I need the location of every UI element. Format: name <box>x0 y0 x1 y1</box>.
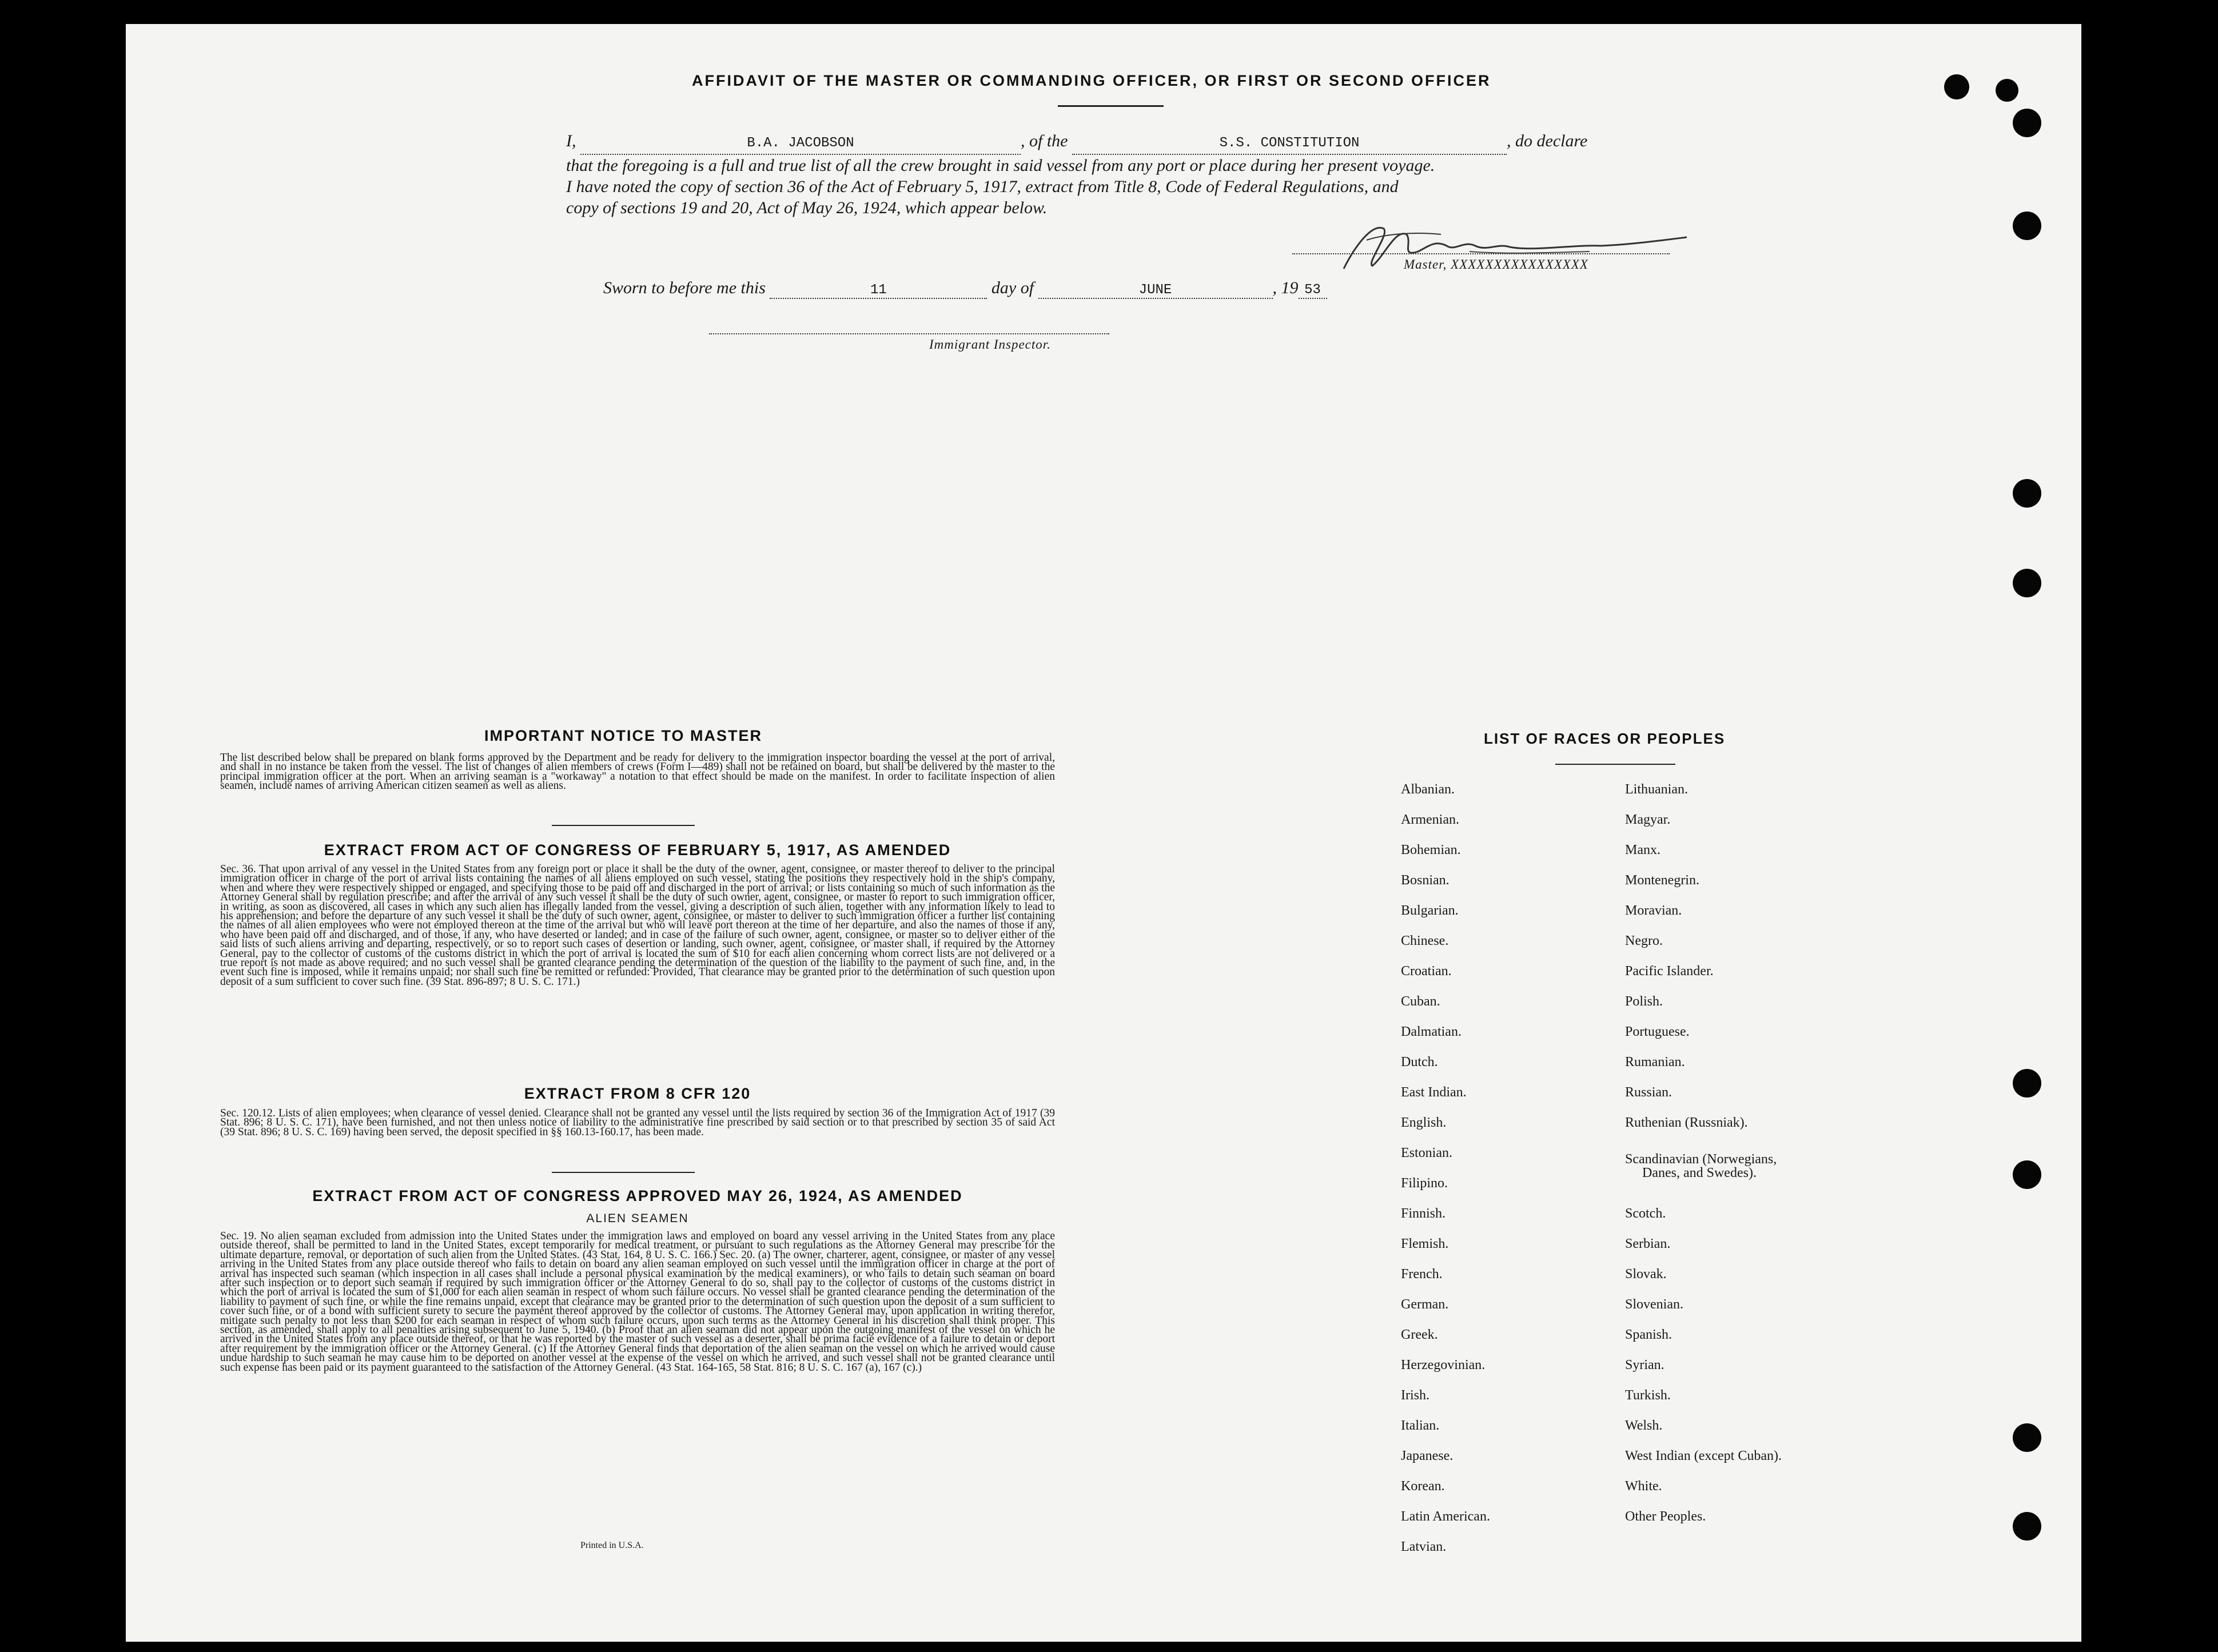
binder-hole <box>2013 1423 2041 1452</box>
races-title: LIST OF RACES OR PEOPLES <box>1484 730 1726 747</box>
binder-hole <box>1996 79 2018 102</box>
affidavit-title: AFFIDAVIT OF THE MASTER OR COMMANDING OFFICER, OR FIRST OR SECOND OFFICER <box>692 72 1491 89</box>
race-item: Turkish. <box>1625 1388 1671 1403</box>
extract-1924-title: EXTRACT FROM ACT OF CONGRESS APPROVED MAY 26, 1924, AS AMENDED <box>312 1187 963 1204</box>
cfr-rule <box>552 1172 695 1173</box>
declaration-text <box>566 130 1652 218</box>
race-item: West Indian (except Cuban). <box>1625 1449 1782 1463</box>
race-item: Negro. <box>1625 933 1663 948</box>
race-item: Magyar. <box>1625 812 1671 827</box>
declaration-line-4: copy of sections 19 and 20, Act of May 26, 1924, which appear below. <box>566 198 1048 217</box>
race-item: Latin American. <box>1401 1509 1490 1524</box>
race-item: Scotch. <box>1625 1206 1666 1221</box>
declaration-line-1: I, B.A. JACOBSON , of the S.S. CONSTITUTION , do declare <box>566 130 1652 155</box>
race-item: Cuban. <box>1401 994 1440 1009</box>
extract-1924-text: Sec. 19. No alien seaman excluded from admission into the United States under the immigration laws and employed on board any vessel arriving in the United States from any place outside thereof, shall be permitted to land in the United States, except temporarily for medical treatment, or pursuant to such regulations as the Attorney General may prescribe for the ultimate departure, removal, or deportation of such alien from the United States. (43 Stat. 164, 8 U. S. C. 166.) Sec. 20. (a) The owner, charterer, agent, consignee, or master of any vessel arriving in the United States from any place outside thereof who fails to detain on board any alien seaman employed on such vessel until the immigration officer in charge at the port of arrival has inspected such seaman (which inspection in all cases shall include a personal physical examination by the medical examiners), or who fails to detain such seaman on board after such inspection or to deport such seaman if required by such immigration officer or the Attorney General to do so, shall pay to the collector of customs of the customs district in which the port of arrival is located the sum of $1,000 for each alien seaman in respect of whom such failure occurs. No vessel shall be granted clearance pending the determination of the liability to payment of such fine, or while the fine remains unpaid, except that clearance may be granted prior to the determination of such question upon the deposit of a sum sufficient to cover such fine, or of a bond with sufficient surety to secure the payment thereof approved by the collector of customs. The Attorney General may, upon application in writing therefor, mitigate such penalty to not less than $200 for each seaman in respect of whom such failure occurs, upon such terms as the Attorney General in his discretion shall think proper. This section, as amended, shall apply to all penalties arising subsequent to June 5, 1940. (b) Proof that an alien seaman did not appear upon the outgoing manifest of the vessel on which he arrived in the United States from any place outside thereof, or that he was reported by the master of such vessel as a deserter, shall be prima facie evidence of a failure to detain or deport after requirement by the immigration officer or the Attorney General. (c) If the Attorney General finds that deportation of the alien seaman on the vessel on which he arrived would cause undue hardship to such seaman he may cause him to be deported on another vessel at the expense of the vessel on which he arrived, and such vessel shall not be granted clearance until such expense has been paid or its payment guaranteed to the satisfaction of the Attorney General. (43 Stat. 164-165, 58 Stat. 816; 8 U. S. C. 167 (a), 167 (c).) <box>220 1230 1055 1374</box>
race-item: Welsh. <box>1625 1418 1663 1433</box>
race-item: Moravian. <box>1625 903 1682 918</box>
declaration-line-3: I have noted the copy of section 36 of the Act of February 5, 1917, extract from Title 8, Code of Federal Regulations, and <box>566 177 1399 196</box>
extract-1917-title: EXTRACT FROM ACT OF CONGRESS OF FEBRUARY 5, 1917, AS AMENDED <box>324 841 951 859</box>
race-item: Dalmatian. <box>1401 1024 1462 1039</box>
race-item: Portuguese. <box>1625 1024 1690 1039</box>
race-item: French. <box>1401 1267 1443 1282</box>
binder-hole <box>2013 1069 2041 1098</box>
race-item: Latvian. <box>1401 1539 1447 1554</box>
race-item: Albanian. <box>1401 782 1455 797</box>
ship-name-field: S.S. CONSTITUTION <box>1072 133 1507 155</box>
race-item: Other Peoples. <box>1625 1509 1706 1524</box>
race-item: White. <box>1625 1479 1662 1494</box>
binder-hole <box>2013 1160 2041 1189</box>
race-item: Irish. <box>1401 1388 1429 1403</box>
races-column-2 <box>1625 781 1782 1538</box>
race-item: Scandinavian (Norwegians, <box>1625 1152 1777 1167</box>
extract-1917-text: Sec. 36. That upon arrival of any vessel in the United States from any foreign port or place it shall be the duty of the owner, agent, consignee, or master thereof to deliver to the principal immigration officer in charge of the port of arrival lists containing the names of all aliens employed on such vessel, stating the positions they respectively hold in the ship's company, when and where they were respectively shipped or engaged, and specifying those to be paid off and discharged in the port of arrival; or lists containing so much of such information as the Attorney General shall by regulation prescribe; and after the arrival of any such vessel it shall be the duty of such owner, agent, consignee, or master to report to such immigration officer, in writing, as soon as discovered, all cases in which any such alien has illegally landed from the vessel, giving a description of such alien, together with any information likely to lead to his apprehension; and before the departure of any such vessel it shall be the duty of such owner, agent, consignee, or master to deliver to such immigration officer a further list containing the names of all alien employees who were not employed thereon at the time of the arrival but who will leave port thereon at the time of her departure, and also the names of those if any, who have been paid off and discharged, and of those, if any, who have deserted or landed; and in case of the failure of such owner, agent, consignee, or master so to deliver either of the said lists of such aliens arriving and departing, respectively, or so to report such cases of desertion or landing, such owner, agent, consignee, or master shall, if required by the Attorney General, pay to the collector of customs of the customs district in which the port of arrival is located the sum of $10 for each alien concerning whom correct lists are not delivered or a true report is not made as above required; and no such vessel shall be granted clearance pending the determination of the question of the liability to the payment of such fine, and, in the event such fine is imposed, while it remains unpaid; nor shall such fine be remitted or refunded: Provided, That clearance may be granted prior to the determination of such question upon deposit of a sum sufficient to cover such fine. (39 Stat. 896-897; 8 U. S. C. 171.) <box>220 863 1055 988</box>
race-item: Korean. <box>1401 1479 1445 1494</box>
race-item: Slovenian. <box>1625 1297 1683 1312</box>
binder-hole <box>2013 1512 2041 1541</box>
race-item: Finnish. <box>1401 1206 1446 1221</box>
sworn-line: Sworn to before me this 11 day of JUNE , 19 53 <box>603 278 1327 299</box>
master-name-field: B.A. JACOBSON <box>580 133 1021 155</box>
race-item: Danes, and Swedes). <box>1642 1166 1757 1180</box>
binder-hole <box>2013 569 2041 597</box>
races-column-1 <box>1401 781 1490 1569</box>
race-item: Dutch. <box>1401 1055 1438 1070</box>
race-item: Montenegrin. <box>1625 873 1699 888</box>
binder-hole <box>2013 109 2041 137</box>
race-item: Lithuanian. <box>1625 782 1688 797</box>
document-page <box>126 24 2081 1642</box>
race-item: German. <box>1401 1297 1449 1312</box>
race-item: Chinese. <box>1401 933 1449 948</box>
right-border <box>2081 0 2218 1652</box>
sworn-month-field: JUNE <box>1038 282 1273 299</box>
title-rule <box>1058 105 1164 107</box>
race-item: English. <box>1401 1115 1447 1130</box>
race-item: Croatian. <box>1401 964 1452 979</box>
signature-caption: Master, XXXXXXXXXXXXXXXX <box>1404 257 1588 272</box>
race-item: Herzegovinian. <box>1401 1358 1486 1372</box>
race-item: Ruthenian (Russniak). <box>1625 1115 1748 1130</box>
race-item: Japanese. <box>1401 1449 1454 1463</box>
extract-1924-subtitle: ALIEN SEAMEN <box>586 1212 689 1225</box>
inspector-caption: Immigrant Inspector. <box>929 337 1051 352</box>
races-rule <box>1555 764 1675 765</box>
notice-text: The list described below shall be prepared on blank forms approved by the Department and be ready for delivery to the immigration inspector boarding the vessel at the port of arrival, and shall in no instance be taken from the vessel. The list of changes of alien members of crews (Form I—489) shall not be retained on board, but shall be delivered by the master to the principal immigration officer at the port. When an arriving seaman is a "workaway" a notation to that effect should be made on the manifest. In order to facilitate inspection of alien seamen, include names of arriving American citizen seamen as well as aliens. <box>220 752 1055 792</box>
race-item: Armenian. <box>1401 812 1459 827</box>
race-item: Italian. <box>1401 1418 1440 1433</box>
race-item: Filipino. <box>1401 1176 1448 1191</box>
race-item: Rumanian. <box>1625 1055 1685 1070</box>
race-item: Russian. <box>1625 1085 1673 1100</box>
race-item: Pacific Islander. <box>1625 964 1714 979</box>
binder-hole <box>2013 479 2041 508</box>
race-item: Slovak. <box>1625 1267 1667 1282</box>
race-item: Serbian. <box>1625 1236 1671 1251</box>
race-item: Greek. <box>1401 1327 1438 1342</box>
notice-rule <box>552 825 695 826</box>
race-item: Spanish. <box>1625 1327 1673 1342</box>
race-item: Bulgarian. <box>1401 903 1459 918</box>
notice-title: IMPORTANT NOTICE TO MASTER <box>484 727 762 744</box>
race-item: Syrian. <box>1625 1358 1665 1372</box>
binder-hole <box>1944 74 1969 99</box>
sworn-day-field: 11 <box>770 282 987 299</box>
race-item: Flemish. <box>1401 1236 1449 1251</box>
inspector-line <box>709 333 1109 334</box>
extract-cfr-title: EXTRACT FROM 8 CFR 120 <box>524 1085 751 1102</box>
sworn-year-field: 53 <box>1299 282 1327 299</box>
printed-note: Printed in U.S.A. <box>580 1541 644 1550</box>
race-item: Polish. <box>1625 994 1663 1009</box>
race-item: Manx. <box>1625 843 1660 857</box>
extract-cfr-text: Sec. 120.12. Lists of alien employees; when clearance of vessel denied. Clearance shall not be granted any vessel until the lists required by section 36 of the Immigration Act of 1917 (39 Stat. 896; 8 U. S. C. 171), have been furnished, and not then unless notice of liability to the administrative fine prescribed by said section or to that prescribed by section 35 of said Act (39 Stat. 896; 8 U. S. C. 169) having been served, the deposit specified in §§ 160.13-160.17, has been made. <box>220 1107 1055 1138</box>
race-item: East Indian. <box>1401 1085 1467 1100</box>
declaration-line-2: that the foregoing is a full and true list of all the crew brought in said vessel from any port or place during her present voyage. <box>566 156 1435 175</box>
binder-hole <box>2013 212 2041 240</box>
race-item: Bosnian. <box>1401 873 1450 888</box>
race-item: Bohemian. <box>1401 843 1461 857</box>
race-item: Estonian. <box>1401 1146 1452 1160</box>
